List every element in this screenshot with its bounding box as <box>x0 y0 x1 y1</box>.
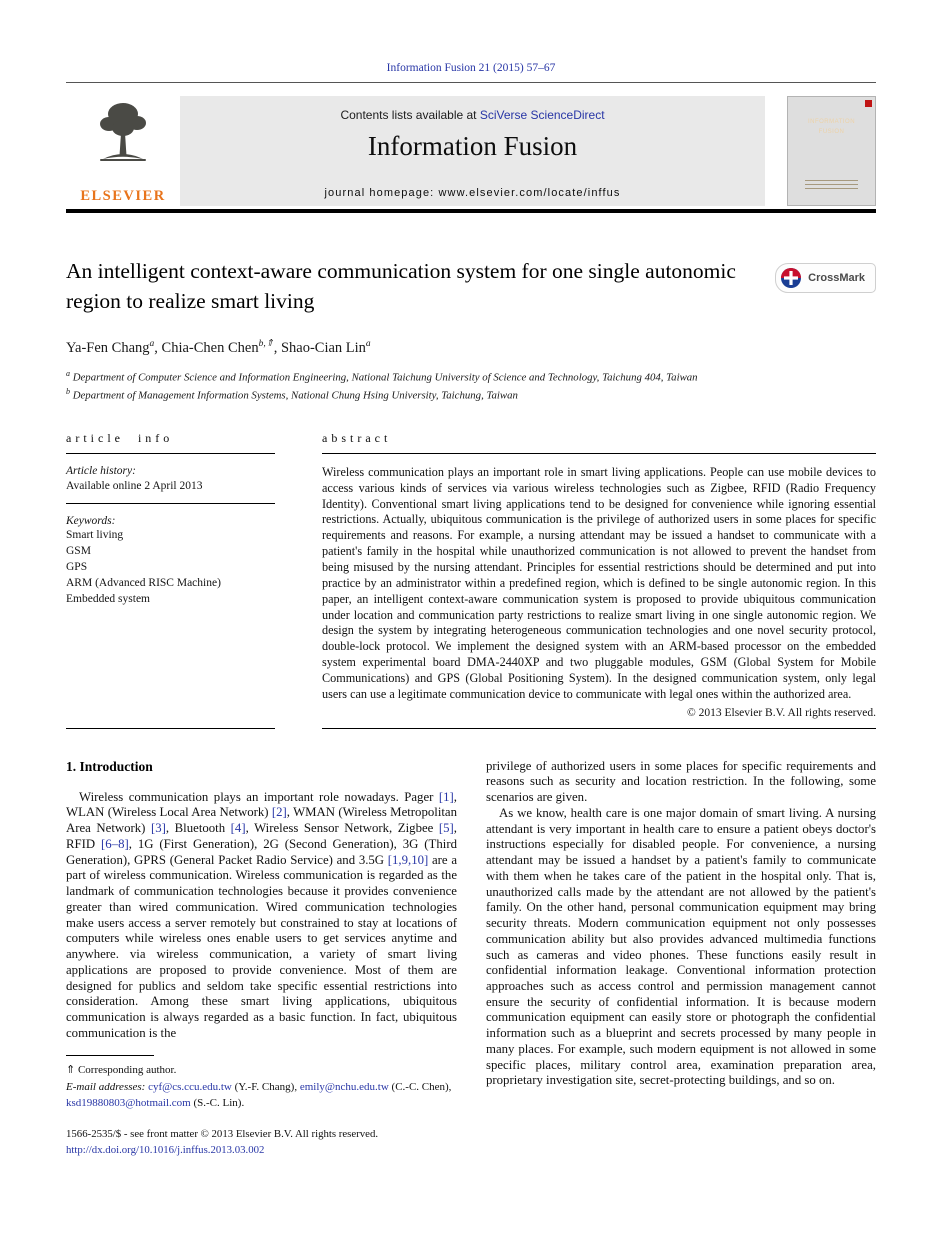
journal-title: Information Fusion <box>367 131 578 161</box>
footnote-block <box>66 1041 457 1112</box>
info-abstract-block <box>66 431 876 729</box>
body-left-column <box>66 759 457 1112</box>
journal-banner <box>66 96 876 206</box>
contents-line <box>180 108 765 122</box>
affiliations <box>66 368 876 405</box>
affiliation: $^b$ Department of Management Information Systems, National Chung Hsing University, Taichung, Taiwan <box>66 387 518 403</box>
citation-link[interactable]: [6–8] <box>101 836 129 851</box>
intro-paragraph-left: Wireless communication plays an important role nowadays. Pager [1], WLAN (Wireless Local Area Network) [2], WMAN (Wireless Metropolitan Area Network) [3], Bluetooth [4], Wireless Sensor Network, Zigbee [5], RFID [6–8], 1G (First Generation), 2G (Second Generation), 3G (Third Generation), GPRS (General Packet Radio Service) and 3.5G [1,9,10] are a part of wireless communication. Wireless communication is regarded as the landmark of communication technologies because it provides convenience greater than wired communication. Wired communication technologies make users access a server remotely but constrained to stay at locations of computers while wireless ones enable users to get services anytime and anywhere. via wireless communication, a variety of smart living applications are proposed to provide convenience. Most of them are designed for publics and seldom take specific essential restrictions into consideration. Among these smart living applications, ubiquitous communication is always regarded as a basic function. In fact, ubiquitous communication is the <box>66 789 458 1040</box>
keyword: Smart living <box>66 528 124 541</box>
divider <box>322 728 876 729</box>
article-info-heading: article info <box>66 430 174 445</box>
email-addresses-line: E-mail addresses: cyf@cs.ccu.edu.tw (Y.-F. Chang), emily@nchu.edu.tw (C.-C. Chen), ksd19880803@hotmail.com (S.-C. Lin). <box>66 1080 452 1110</box>
elsevier-wordmark: ELSEVIER <box>80 188 166 204</box>
header-divider <box>66 82 876 83</box>
author: Ya-Fen Chang$^a$, <box>66 339 162 357</box>
title-row <box>66 257 876 316</box>
elsevier-logo[interactable] <box>66 96 180 206</box>
section-heading-introduction: 1. Introduction <box>66 758 153 774</box>
abstract-heading: abstract <box>322 430 392 445</box>
intro-paragraph-right-2: As we know, health care is one major domain of smart living. A nursing attendant is very important in health care to ensure a patient obeys doctor's instructions especially for disabled people. For convenience, a nursing attendant may be issued a handset by a patient's family to communicate with them when he takes care of the patient in the hospital only. That is, unauthorized calls made by the attendant are not allowed by the patient's family. On the other hand, personal communication equipment may bring security threats. Modern communication equipment not only possesses communication ability but also provides advanced multimedia functions such as cameras and video phones. These functions easily result in confidential information leakage. Conventional information protection approaches such as access control and permission management cannot ensure the security of confidential information. It is because modern communication equipment can easily store or photograph the confidential information such as a blueprint and secrets processed by many people in many places. For example, such modern equipment is not allowed in some specific places, military control area, examination preparation area, proprietary investigation site, secret-protecting buildings, and so on. <box>486 805 876 1088</box>
footnote-divider <box>66 1055 154 1056</box>
keyword: GPS <box>66 560 88 573</box>
keyword: GSM <box>66 544 91 557</box>
citation-link[interactable]: [5] <box>438 821 454 836</box>
citation-link[interactable]: [1] <box>438 789 454 804</box>
article-info-column <box>66 431 275 729</box>
keyword: ARM (Advanced RISC Machine) <box>66 577 221 590</box>
sciverse-sciencedirect-link[interactable]: SciVerse ScienceDirect <box>479 108 605 122</box>
corresponding-author-note: ⇑ Corresponding author. <box>66 1064 177 1077</box>
author-line <box>66 338 876 357</box>
contents-prefix: Contents lists available at <box>340 108 480 122</box>
article-title: An intelligent context-aware communication system for one single autonomic region to realize smart living <box>66 259 736 313</box>
citation-link[interactable]: [1,9,10] <box>387 852 429 867</box>
journal-cover-thumbnail[interactable] <box>787 96 876 206</box>
article-history-value: Available online 2 April 2013 <box>66 479 203 492</box>
elsevier-tree-icon <box>91 98 155 170</box>
body-right-column <box>486 759 876 1112</box>
citation-link[interactable]: [2] <box>271 805 287 820</box>
abstract-text: Wireless communication plays an important role in smart living applications. People can use mobile devices to access various kinds of services via various wireless technologies such as Zigbee, RFID (Radio Frequency Identity). Conventional smart living applications tend to be designed for convenience while ignoring essential restrictions. Actually, ubiquitous communication is the privilege of authorized users in some places for specific requirements and reasons. For example, a nursing attendant may be issued a handset to communicate with a patient's family in the hospital while unauthorized communication is not allowed to prevent the handset from being misused by the nursing attendant. Principles for essential restrictions should be determined and put into practice by an administrator within a predefined region, which is defined to be single autonomic region. In this paper, an intelligent context-aware communication system is proposed to provide ubiquitous communication under location and communication party restrictions to realize smart living in one single autonomic region. We design the system by integrating heterogeneous communication technologies and one novel security protocol, double-lock protocol. We implement the designed system with an ARM-based processor on the embedded system experimental board DMA-2440XP and two pluggable modules, GSM (Global System for Mobile Communications) and GPS (Global Positioning System). In the designed communication system, only legal users can use a legitimate communication device to communicate with legal ones within the authorized area. <box>322 464 876 701</box>
abstract-column <box>322 431 876 729</box>
banner-bottom-bar <box>66 209 876 213</box>
email-label: E-mail addresses: <box>66 1080 149 1093</box>
affiliation: $^a$ Department of Computer Science and Information Engineering, National Taichung University of Science and Technology, Taichung 404, Taiwan <box>66 369 698 384</box>
author: Chia-Chen Chen$^{b,⇑}$, <box>161 339 281 357</box>
keywords-label: Keywords: <box>66 514 116 527</box>
author: Shao-Cian Lin$^a$ <box>280 339 371 357</box>
keyword: Embedded system <box>66 593 150 606</box>
issn-copyright-line: 1566-2535/$ - see front matter © 2013 Elsevier B.V. All rights reserved. <box>66 1127 379 1140</box>
email-link-lin[interactable]: ksd19880803@hotmail.com <box>66 1097 191 1110</box>
cover-image <box>795 103 868 196</box>
copyright-line: © 2013 Elsevier B.V. All rights reserved. <box>687 706 876 719</box>
body-columns <box>66 759 876 1112</box>
banner-center <box>180 96 765 206</box>
crossmark-icon <box>780 267 802 289</box>
citation-link[interactable]: [4] <box>230 821 246 836</box>
article-history-label: Article history: <box>66 464 136 477</box>
divider <box>66 728 275 729</box>
divider <box>66 453 275 454</box>
divider <box>66 503 275 504</box>
email-link-chen[interactable]: emily@nchu.edu.tw <box>299 1080 389 1093</box>
crossmark-label: CrossMark <box>808 272 865 284</box>
cover-red-square <box>865 100 872 107</box>
cover-title: INFORMATION FUSION <box>807 119 856 135</box>
doi-link[interactable]: http://dx.doi.org/10.1016/j.inffus.2013.03.002 <box>66 1144 265 1157</box>
email-link-chang[interactable]: cyf@cs.ccu.edu.tw <box>148 1080 232 1093</box>
divider <box>322 453 876 454</box>
cover-text-lines <box>805 177 858 189</box>
journal-homepage-link[interactable]: journal homepage: www.elsevier.com/locate/inffus <box>324 187 621 199</box>
imprint-block <box>66 1126 876 1158</box>
intro-paragraph-right-1: privilege of authorized users in some places for specific requirements and reasons such as security and location restriction. In the following, some scenarios are given. <box>486 758 876 805</box>
journal-ref-link[interactable]: Information Fusion 21 (2015) 57–67 <box>386 62 556 74</box>
citation-link[interactable]: [3] <box>150 821 166 836</box>
crossmark-badge[interactable] <box>775 263 876 293</box>
